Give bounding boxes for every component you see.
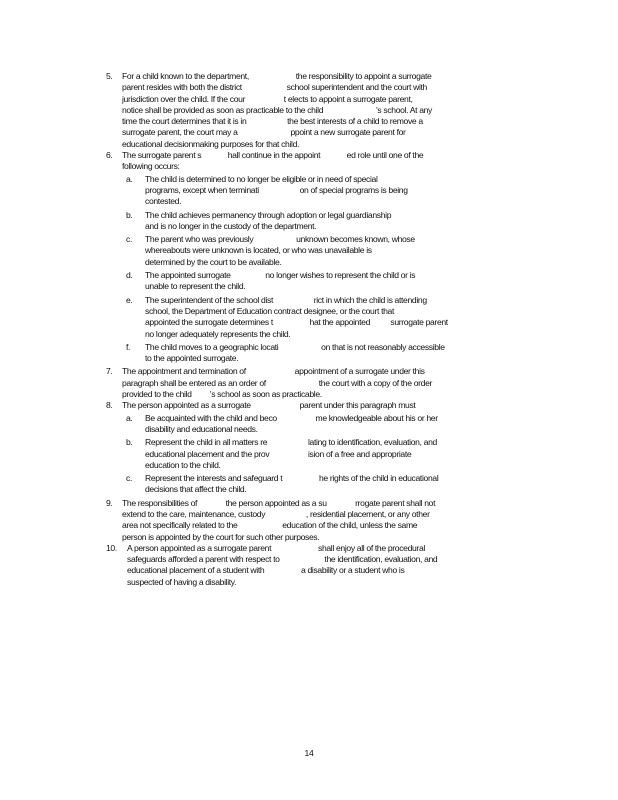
item-text-line: The surrogate parent s hall continue in the appoint ed role until one of the: [122, 150, 424, 161]
sub-item-8b: [106, 437, 516, 471]
sub-item-text-line: and is no longer in the custody of the department.: [145, 220, 317, 231]
sub-item-letter: b.: [126, 209, 133, 220]
sub-item-letter: a.: [126, 173, 133, 184]
sub-item-text-line: education to the child.: [145, 459, 221, 470]
sub-item-letter: c.: [126, 473, 132, 484]
list-item-10: [106, 543, 516, 588]
item-text-line: educational decisionmaking purposes for that child.: [122, 138, 300, 149]
sub-item-6b: [106, 210, 516, 233]
sub-item-text-line: The superintendent of the school dist rict in which the child is attending: [145, 294, 427, 305]
sub-item-text-line: The appointed surrogate no longer wishes to represent the child or is: [145, 270, 416, 281]
item-text-line: safeguards afforded a parent with respect to the identification, evaluation, and: [127, 554, 438, 565]
item-text-line: notice shall be provided as soon as practicable to the child 's school. At any: [122, 104, 433, 115]
item-text-line: person is appointed by the court for such other purposes.: [122, 531, 320, 542]
sub-item-text-line: The child achieves permanency through adoption or legal guardianship: [145, 209, 392, 220]
sub-item-6e: [106, 295, 516, 340]
sub-item-text-line: Be acquainted with the child and beco me knowledgeable about his or her: [145, 412, 438, 423]
sub-item-6d: [106, 270, 516, 293]
sub-item-text-line: The child is determined to no longer be eligible or in need of special: [145, 173, 378, 184]
item-text-line: jurisdiction over the child. If the cour t elects to appoint a surrogate parent,: [122, 93, 413, 104]
sub-item-letter: e.: [126, 294, 133, 305]
item-text-line: The responsibilities of the person appointed as a su rrogate parent shall not: [122, 497, 436, 508]
item-number: 10.: [106, 542, 117, 553]
list-item-8: [106, 400, 516, 411]
sub-item-text-line: The child moves to a geographic locati on that is not reasonably accessible: [145, 341, 445, 352]
sub-item-letter: f.: [126, 341, 131, 352]
sub-item-text-line: whereabouts were unknown is located, or who was unavailable is: [145, 245, 372, 256]
sub-item-text-line: determined by the court to be available.: [145, 256, 282, 267]
sub-item-text-line: school, the Department of Education contract designee, or the court that: [145, 305, 395, 316]
item-text-line: extend to the care, maintenance, custody , residential placement, or any other: [122, 508, 430, 519]
item-text-line: For a child known to the department, the responsibility to appoint a surrogate: [122, 71, 432, 81]
list-item-9: [106, 498, 516, 543]
sub-item-text-line: Represent the interests and safeguard t he rights of the child in educational: [145, 473, 439, 484]
sub-item-text-line: no longer adequately represents the child.: [145, 328, 291, 339]
item-number: 7.: [106, 366, 113, 377]
item-text-line: paragraph shall be entered as an order of the court with a copy of the order: [122, 377, 433, 388]
item-text-line: educational placement of a student with a disability or a student who is: [127, 565, 405, 576]
list-item-7: [106, 366, 516, 400]
item-text-line: area not specifically related to the education of the child, unless the same: [122, 520, 418, 531]
item-text-line: surrogate parent, the court may a ppoint a new surrogate parent for: [122, 127, 406, 138]
sub-item-letter: c.: [126, 234, 132, 245]
item-text-line: suspected of having a disability.: [127, 576, 237, 587]
sub-item-letter: d.: [126, 270, 133, 281]
sub-item-text-line: decisions that affect the child.: [145, 484, 247, 495]
sub-item-text-line: unable to represent the child.: [145, 281, 246, 292]
item-number: 5.: [106, 71, 113, 81]
sub-item-8a: [106, 413, 516, 436]
list-item-6: [106, 150, 516, 173]
item-text-line: parent resides with both the district school superintendent and the court with: [122, 82, 427, 93]
sub-item-letter: a.: [126, 412, 133, 423]
sub-item-text-line: contested.: [145, 196, 182, 207]
sub-item-6c: [106, 234, 516, 268]
sub-item-text-line: programs, except when terminati on of special programs is being: [145, 184, 408, 195]
sub-item-text-line: to the appointed surrogate.: [145, 353, 239, 364]
item-text-line: A person appointed as a surrogate parent shall enjoy all of the procedural: [127, 542, 425, 553]
sub-item-text-line: disability and educational needs.: [145, 423, 258, 434]
list-item-5: [106, 71, 516, 150]
sub-item-text-line: The parent who was previously unknown becomes known, whose: [145, 234, 415, 245]
item-number: 6.: [106, 150, 113, 161]
sub-item-text-line: appointed the surrogate determines t hat the appointed surrogate parent: [145, 317, 448, 328]
page-number: 14: [304, 748, 314, 758]
sub-item-8c: [106, 473, 516, 496]
item-number: 8.: [106, 400, 113, 411]
item-text-line: The appointment and termination of appointment of a surrogate under this: [122, 366, 425, 377]
sub-item-6f: [106, 342, 516, 365]
item-text-line: time the court determines that it is in the best interests of a child to remove a: [122, 116, 423, 127]
sub-item-text-line: Represent the child in all matters re lating to identification, evaluation, and: [145, 437, 437, 448]
sub-item-text-line: educational placement and the prov ision of a free and appropriate: [145, 448, 412, 459]
item-number: 9.: [106, 497, 113, 508]
numbered-list: [106, 71, 516, 588]
sub-item-letter: b.: [126, 437, 133, 448]
sub-item-6a: [106, 174, 516, 208]
item-text-line: The person appointed as a surrogate parent under this paragraph must: [122, 400, 416, 411]
item-text-line: following occurs:: [122, 161, 180, 172]
item-text-line: provided to the child 's school as soon as practicable.: [122, 389, 322, 400]
